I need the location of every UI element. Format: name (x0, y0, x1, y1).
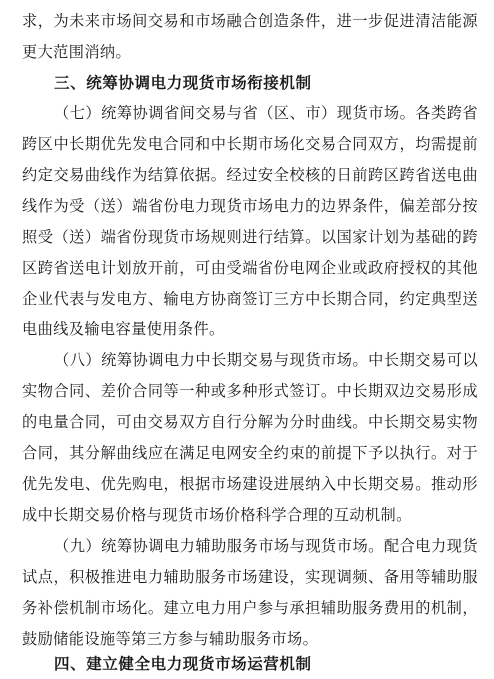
text-line: 优先发电、优先购电，根据市场建设进展纳入中长期交易。推动形 (22, 475, 478, 493)
text-line: 企业代表与发电方、输电方协商签订三方中长期合同，约定典型送 (22, 290, 478, 308)
section-heading-4: 四、建立健全电力现货市场运营机制 (54, 655, 312, 673)
text-line: 区跨省送电计划放开前，可由受端省份电网企业或政府授权的其他 (22, 259, 478, 277)
text-line: 的电量合同，可由交易双方自行分解为分时曲线。中长期交易实物 (22, 413, 478, 431)
text-line: 照受（送）端省份现货市场规则进行结算。以国家计划为基础的跨 (22, 228, 478, 246)
section-heading-3: 三、统筹协调电力现货市场衔接机制 (54, 74, 312, 92)
paragraph-start-8: （八）统筹协调电力中长期交易与现货市场。中长期交易可以 (54, 351, 478, 369)
text-line: 务补偿机制市场化。建立电力用户参与承担辅助服务费用的机制， (22, 599, 478, 617)
text-line: 线作为受（送）端省份电力现货市场电力的边界条件，偏差部分按 (22, 197, 478, 215)
text-line: 鼓励储能设施等第三方参与辅助服务市场。 (22, 630, 319, 648)
text-line: 试点，积极推进电力辅助服务市场建设，实现调频、备用等辅助服 (22, 568, 478, 586)
text-line: 更大范围消纳。 (22, 43, 132, 61)
text-line: 电曲线及输电容量使用条件。 (22, 320, 225, 338)
text-line: 实物合同、差价合同等一种或多种形式签订。中长期双边交易形成 (22, 382, 478, 400)
text-line: 合同，其分解曲线应在满足电网安全约束的前提下予以执行。对于 (22, 444, 478, 462)
text-line: 跨区中长期优先发电合同和中长期市场化交易合同双方，均需提前 (22, 135, 478, 153)
paragraph-start-7: （七）统筹协调省间交易与省（区、市）现货市场。各类跨省 (54, 104, 478, 122)
text-line: 求，为未来市场间交易和市场融合创造条件，进一步促进清洁能源 (22, 12, 478, 30)
text-line: 成中长期交易价格与现货市场价格科学合理的互动机制。 (22, 506, 412, 524)
paragraph-start-9: （九）统筹协调电力辅助服务市场与现货市场。配合电力现货 (54, 537, 478, 555)
text-line: 约定交易曲线作为结算依据。经过安全校核的日前跨区跨省送电曲 (22, 166, 478, 184)
